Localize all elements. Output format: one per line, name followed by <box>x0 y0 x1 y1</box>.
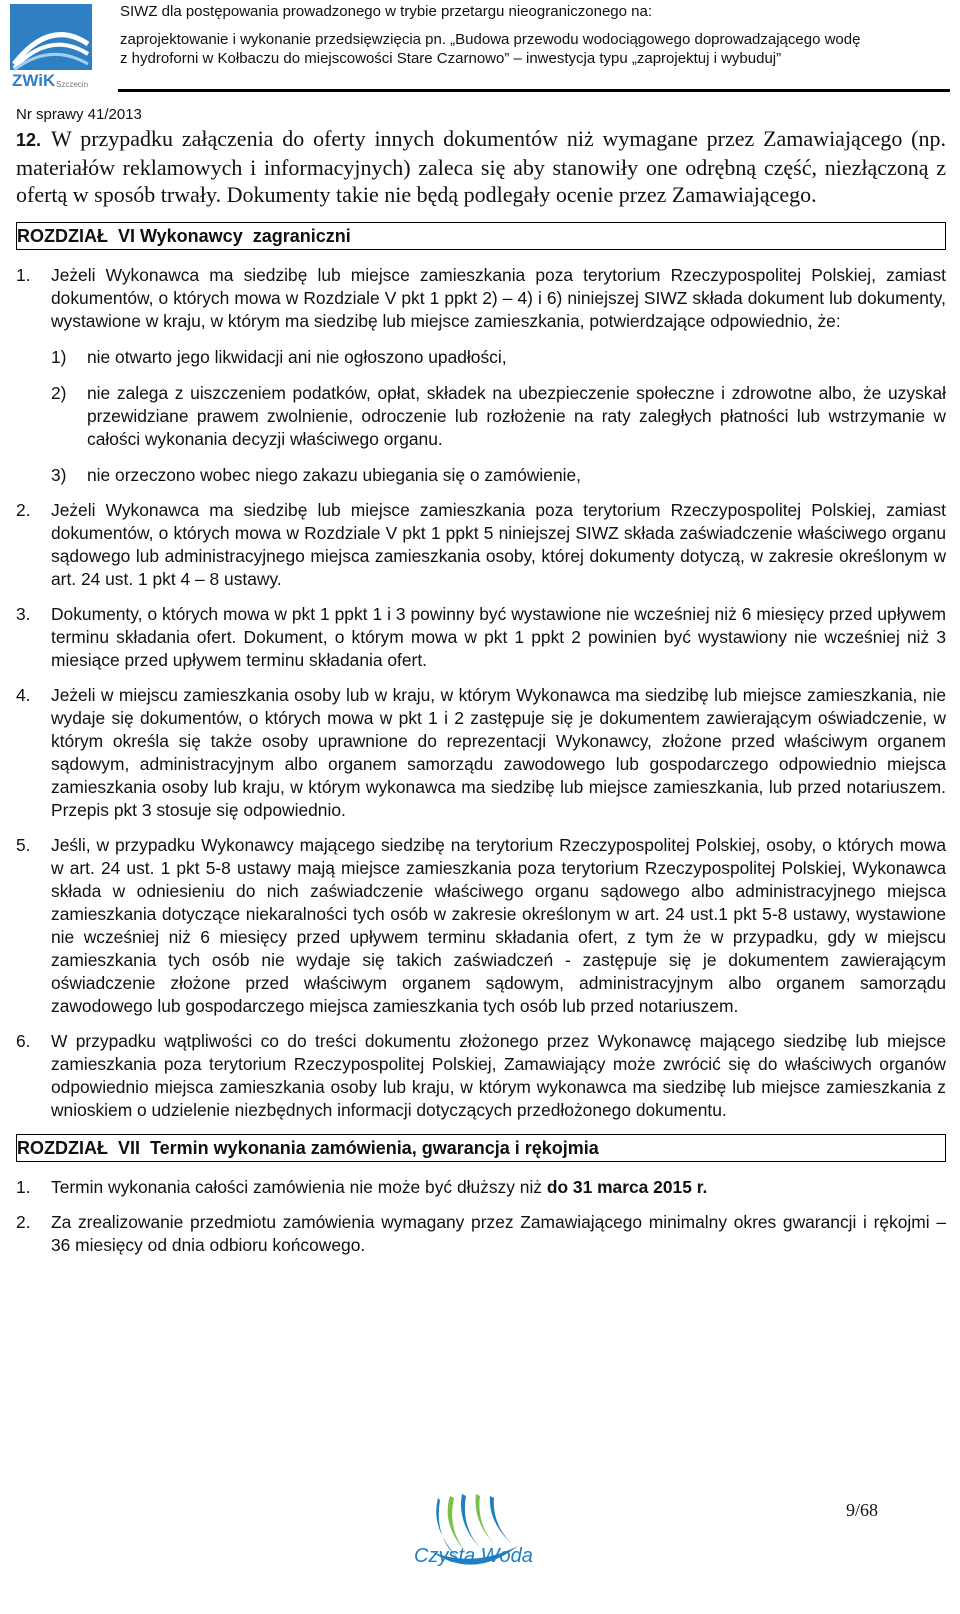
deadline-date: do 31 marca 2015 r. <box>546 1177 708 1197</box>
header-line-1: SIWZ dla postępowania prowadzonego w trybie przetargu nieograniczonego na: <box>120 3 652 20</box>
czysta-woda-logo <box>410 1488 540 1606</box>
ch6-subitem-2: 2) nie zalega z uiszczeniem podatków, opłat, składek na ubezpieczenie społeczne i zdrowotne albo, że uzyskał przewidziane prawem zwolnienie, odroczenie lub rozłożenie na raty zaległych płatności lub wstrzymanie w całości wykonania decyzji właściwego organu. <box>51 383 946 449</box>
ch6-item-2: 2. Jeżeli Wykonawca ma siedzibę lub miejsce zamieszkania poza terytorium Rzeczypospolitej Polskiej, zamiast dokumentów, o których mowa w Rozdziale V pkt 1 ppkt 5 niniejszej SIWZ składa zaświadczenie właściwego organu sądowego lub administracyjnego miejsca zamieszkania osoby, której dokumenty dotyczą, w zakresie określonym w art. 24 ust. 1 pkt 4 – 8 ustawy. <box>16 500 946 589</box>
page-number: 9/68 <box>846 1500 879 1520</box>
header-rule <box>118 89 950 92</box>
ch6-item-3: 3. Dokumenty, o których mowa w pkt 1 ppkt 1 i 3 powinny być wystawione nie wcześniej niż 6 miesięcy przed upływem terminu składania ofert. Dokument, o którym mowa w pkt 1 ppkt 2 powinien być wystawiony nie wcześniej niż 3 miesiące przed upływem terminu składania ofert. <box>16 604 946 670</box>
point-12 <box>16 125 946 208</box>
ch6-item-4: 4. Jeżeli w miejscu zamieszkania osoby lub w kraju, w którym Wykonawca ma siedzibę lub miejsce zamieszkania, nie wydaje się dokumentów, o których mowa w pkt 1 i 2 zastępuje się je dokumentem zawierającym oświadczenie, w którym określa się także osoby uprawnione do reprezentacji Wykonawcy, złożone przed właściwym organem sądowym, administracyjnym albo organem samorządu zawodowego lub gospodarczego odpowiednio miejsca zamieszkania osoby lub kraju, w którym wykonawca ma siedzibę lub miejsce zamieszkania, lub przed notariuszem. Przepis pkt 3 stosuje się odpowiednio. <box>16 685 946 820</box>
svg-text:Czysta Woda: Czysta Woda <box>414 1545 533 1567</box>
ch6-item-1: 1. Jeżeli Wykonawca ma siedzibę lub miejsce zamieszkania poza terytorium Rzeczypospolitej Polskiej, zamiast dokumentów, o których mowa w Rozdziale V pkt 1 ppkt 2) – 4) i 6) niniejszej SIWZ składa dokument lub dokumenty, wystawione w kraju, w którym ma siedzibę lub miejsce zamieszkania, potwierdzające odpowiednio, że: 1) nie otwarto jego likwidacji ani nie ogłoszono upadłości, 2) nie zalega z uiszczeniem podatków, opłat, składek na ubezpieczenie społeczne i zdrowotne albo, że uzyskał przewidziane prawem zwolnienie, odroczenie lub rozłożenie na raty zaległych płatności lub wstrzymanie w całości wykonania decyzji właściwego organu. 3) nie orzeczono wobec niego zakazu ubiegania się o zamówienie, <box>16 265 946 485</box>
page-header <box>0 0 960 96</box>
ch6-subitem-3: 3) nie orzeczono wobec niego zakazu ubiegania się o zamówienie, <box>51 465 582 485</box>
point-12-number: 12. <box>16 130 42 150</box>
ch6-item-5: 5. Jeśli, w przypadku Wykonawcy mającego siedzibę na terytorium Rzeczypospolitej Polskiej, osoby, o których mowa w art. 24 ust. 1 pkt 5-8 ustawy mają miejsce zamieszkania poza terytorium Rzeczypospolitej Polskiej, Wykonawca składa w odniesieniu do nich zaświadczenie właściwego organu sądowego albo administracyjnego miejsca zamieszkania dotyczące niekaralności tych osób w zakresie określonym w art. 24 ust.1 pkt 5-8 ustawy, wystawione nie wcześniej niż 6 miesięcy przed upływem terminu składania ofert, z tym że w przypadku, gdy w miejscu zamieszkania tych osób nie wydaje się takich zaświadczeń - zastępuje się je dokumentem zawierającym oświadczenie złożone przed właściwym organem sądowym, administracyjnym albo organem samorządu zawodowego lub gospodarczego miejsca zamieszkania tych osób lub przed notariuszem. <box>16 835 946 1016</box>
ch6-subitem-1: 1) nie otwarto jego likwidacji ani nie ogłoszono upadłości, <box>51 347 507 367</box>
ch6-item-6: 6. W przypadku wątpliwości co do treści dokumentu złożonego przez Wykonawcę mającego siedzibę lub miejsce zamieszkania poza terytorium Rzeczypospolitej Polskiej, Zamawiający może zwrócić się do właściwych organów odpowiednio miejsca zamieszkania osoby lub kraju, w którym wykonawca ma siedzibę lub miejsce zamieszkania z wnioskiem o udzielenie niezbędnych informacji dotyczących przedłożonego dokumentu. <box>16 1031 946 1120</box>
chapter-7-heading: ROZDZIAŁ VII Termin wykonania zamówienia, gwarancja i rękojmia <box>16 1134 946 1162</box>
header-line-3: z hydroforni w Kołbaczu do miejscowości Stare Czarnowo” – inwestycja typu „zaprojektuj i wybuduj” <box>120 50 782 67</box>
ch7-item-2: 2. Za zrealizowanie przedmiotu zamówienia wymagany przez Zamawiającego minimalny okres gwarancji i rękojmi – 36 miesięcy od dnia odbioru końcowego. <box>16 1212 946 1255</box>
svg-text:ZWiK: ZWiK <box>12 71 56 90</box>
header-line-2: zaprojektowanie i wykonanie przedsięwzięcia pn. „Budowa przewodu wodociągowego doprowadzającego wodę <box>120 31 861 48</box>
case-number: Nr sprawy 41/2013 <box>16 106 142 123</box>
ch7-item-1: 1. Termin wykonania całości zamówienia nie może być dłuższy niż do 31 marca 2015 r. <box>16 1177 708 1197</box>
svg-text:Szczecin: Szczecin <box>56 80 89 89</box>
zwik-logo <box>10 4 92 90</box>
point-12-text: W przypadku załączenia do oferty innych dokumentów niż wymagane przez Zamawiającego (np. materiałów reklamowych i informacyjnych) zaleca się aby stanowiły one odrębną część, niezłączoną z ofertą w sposób trwały. Dokumenty takie nie będą podlegały ocenie przez Zamawiającego. <box>16 126 946 207</box>
chapter-6-heading: ROZDZIAŁ VI Wykonawcy zagraniczni <box>16 222 946 250</box>
